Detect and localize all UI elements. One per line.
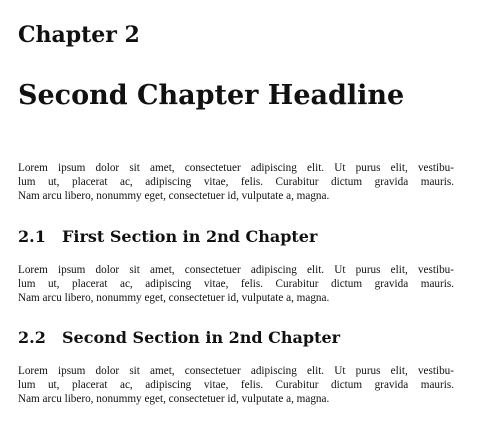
paragraph-section-2-2 [18,364,454,407]
paragraph-line: Nam arcu libero, nonummy eget, consectetuer id, vulputate a, magna. [18,190,330,203]
chapter-title: Second Chapter Headline [18,80,405,111]
section-heading-2-1 [18,227,317,247]
paragraph-line: Nam arcu libero, nonummy eget, consectetuer id, vulputate a, magna. [18,393,330,406]
chapter-label: Chapter 2 [18,22,140,48]
paragraph-line: Lorem ipsum dolor sit amet, consectetuer adipiscing elit. Ut purus elit, vestibu- [18,264,454,276]
paragraph-section-2-1 [18,263,454,306]
section-title: First Section in 2nd Chapter [62,227,318,246]
paragraph-line: Lorem ipsum dolor sit amet, consectetuer adipiscing elit. Ut purus elit, vestibu- [18,162,454,174]
section-number: 2.2 [18,328,46,347]
paragraph-line: Lorem ipsum dolor sit amet, consectetuer adipiscing elit. Ut purus elit, vestibu- [18,365,454,377]
paragraph-intro [18,161,454,204]
section-number: 2.1 [18,227,46,246]
paragraph-line: Nam arcu libero, nonummy eget, consectetuer id, vulputate a, magna. [18,292,330,305]
paragraph-line: lum ut, placerat ac, adipiscing vitae, felis. Curabitur dictum gravida mauris. [18,278,454,291]
section-title: Second Section in 2nd Chapter [62,328,341,347]
section-heading-2-2 [18,328,340,348]
paragraph-line: lum ut, placerat ac, adipiscing vitae, felis. Curabitur dictum gravida mauris. [18,379,454,392]
paragraph-line: lum ut, placerat ac, adipiscing vitae, felis. Curabitur dictum gravida mauris. [18,176,454,189]
